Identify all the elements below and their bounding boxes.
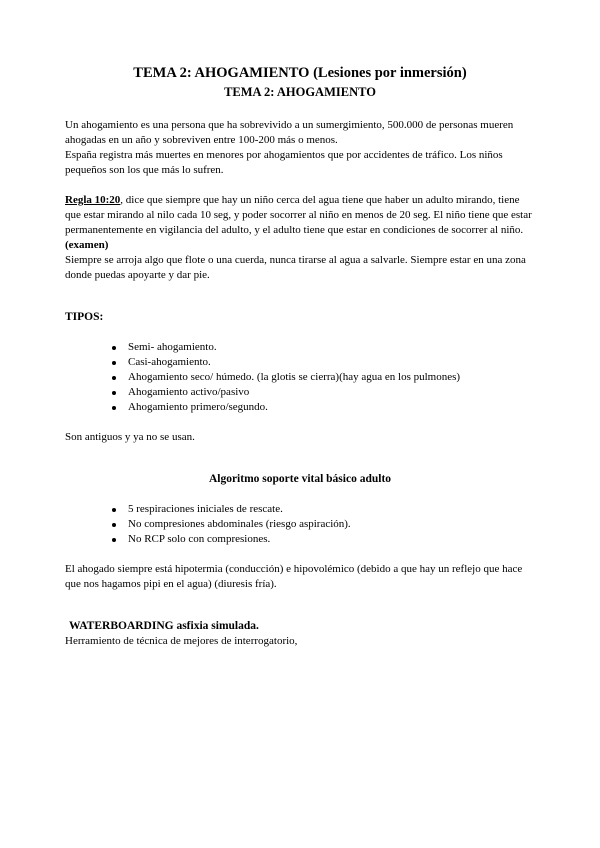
tipos-list bbox=[65, 340, 535, 415]
regla-exam-note: (examen) bbox=[65, 239, 109, 251]
regla-paragraph-2: Siempre se arroja algo que flote o una cuerda, nunca tirarse al agua a salvarle. Siempre estar en una zona donde puedas apoyarte y dar pie. bbox=[65, 254, 526, 281]
intro-paragraph-2: España registra más muertes en menores por ahogamientos que por accidentes de tráfico. Los niños pequeños son los que más lo sufren. bbox=[65, 149, 503, 176]
intro-section bbox=[65, 118, 535, 178]
regla-section bbox=[65, 193, 535, 283]
list-item: Casi-ahogamiento. bbox=[112, 355, 535, 370]
waterboarding-heading: WATERBOARDING asfixia simulada. bbox=[69, 620, 259, 632]
intro-paragraph-1: Un ahogamiento es una persona que ha sobrevivido a un sumergimiento, 500.000 de personas mueren ahogadas en un año y sobreviven entre 100-200 más o menos. bbox=[65, 119, 514, 146]
tipos-heading: TIPOS: bbox=[65, 311, 104, 323]
hipotermia-note: El ahogado siempre está hipotermia (conducción) e hipovolémico (debido a que hay un reflejo que hace que nos hagamos pipi en el agua) (diuresis fría). bbox=[65, 563, 523, 590]
algoritmo-list bbox=[65, 502, 535, 547]
list-item: Ahogamiento activo/pasivo bbox=[112, 385, 535, 400]
document-subtitle: TEMA 2: AHOGAMIENTO bbox=[224, 85, 376, 99]
regla-lead: Regla 10:20 bbox=[65, 194, 121, 206]
list-item: Ahogamiento seco/ húmedo. (la glotis se cierra)(hay agua en los pulmones) bbox=[112, 370, 535, 385]
regla-body: , dice que siempre que hay un niño cerca del agua tiene que haber un adulto mirando, tiene que estar mirando al nilo cada 10 seg, y poder socorrer al niño en menos de 20 seg. El niño tiene que estar permanentemente en vigilancia del adulto, y el adulto tiene que estar en condiciones de socorrer al niño. bbox=[65, 194, 532, 236]
list-item: 5 respiraciones iniciales de rescate. bbox=[112, 502, 535, 517]
waterboarding-body: Herramiento de técnica de mejores de interrogatorio, bbox=[65, 635, 298, 647]
list-item: No compresiones abdominales (riesgo aspiración). bbox=[112, 517, 535, 532]
tipos-note: Son antiguos y ya no se usan. bbox=[65, 431, 195, 443]
document-title: TEMA 2: AHOGAMIENTO (Lesiones por inmersión) bbox=[133, 65, 467, 81]
list-item: Semi- ahogamiento. bbox=[112, 340, 535, 355]
list-item: Ahogamiento primero/segundo. bbox=[112, 400, 535, 415]
list-item: No RCP solo con compresiones. bbox=[112, 532, 535, 547]
algoritmo-heading: Algoritmo soporte vital básico adulto bbox=[208, 473, 392, 485]
regla-paragraph bbox=[65, 193, 535, 253]
